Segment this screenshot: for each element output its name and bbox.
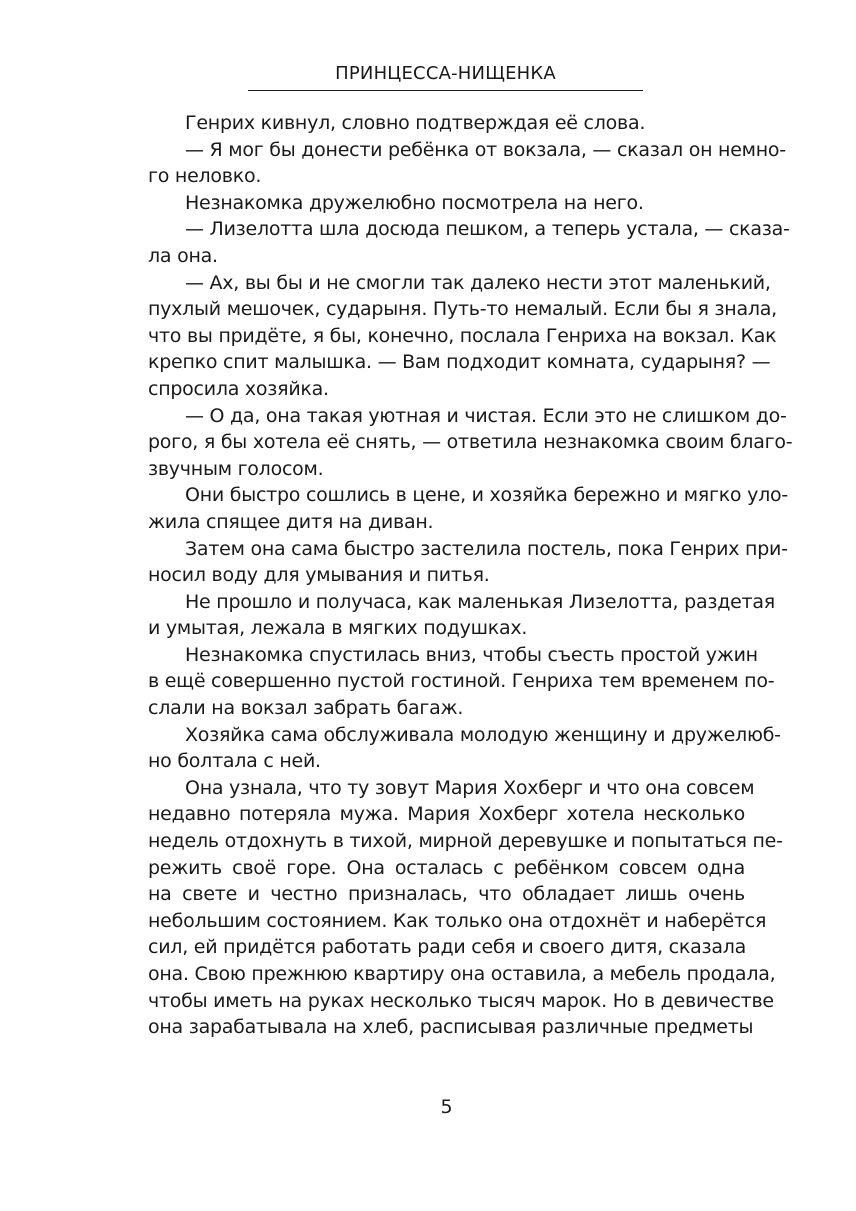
text-line: Незнакомка дружелюбно посмотрела на него. [185, 191, 644, 214]
text-line: Они быстро сошлись в цене, и хозяйка бережно и мягко уло- [185, 484, 788, 507]
text-line: недавно потеряла мужа. Мария Хохберг хотела несколько [148, 803, 745, 826]
text-line: недель отдохнуть в тихой, мирной деревушке и попытаться пе- [148, 830, 783, 853]
text-line: что вы придёте, я бы, конечно, послала Генриха на вокзал. Как [148, 324, 777, 347]
running-title: ПРИНЦЕССА-НИЩЕНКА [335, 63, 556, 84]
text-line: — Лизелотта шла досюда пешком, а теперь устала, — сказа- [185, 218, 790, 241]
text-line: небольшим состоянием. Как только она отдохнёт и наберётся [148, 909, 767, 932]
text-line: пухлый мешочек, сударыня. Путь-то немалый. Если бы я знала, [148, 298, 777, 321]
text-line: Незнакомка спустилась вниз, чтобы съесть простой ужин [185, 643, 758, 666]
text-line: Затем она сама быстро застелила постель, пока Генрих при- [185, 537, 788, 560]
text-line: Не прошло и получаса, как маленькая Лизелотта, раздетая [185, 590, 775, 613]
text-line: рого, я бы хотела её снять, — ответила незнакомка своим благо- [148, 431, 793, 454]
body-text [148, 110, 793, 1041]
text-line: звучным голосом. [148, 457, 324, 480]
text-line: крепко спит малышка. — Вам подходит комната, сударыня? — [148, 351, 771, 374]
text-line: она. Свою прежнюю квартиру она оставила, а мебель продала, [148, 963, 776, 985]
text-line: и умытая, лежала в мягких подушках. [148, 617, 528, 640]
text-line: она зарабатывала на хлеб, расписывая различные предметы [148, 1016, 754, 1039]
text-line: Она узнала, что ту зовут Мария Хохберг и что она совсем [185, 776, 755, 799]
text-line: го неловко. [148, 165, 262, 188]
text-line: носил воду для умывания и питья. [148, 564, 490, 587]
text-line: — О да, она такая уютная и чистая. Если это не слишком до- [185, 404, 787, 427]
text-line: жила спящее дитя на диван. [148, 510, 434, 533]
text-line: на свете и честно призналась, что обладает лишь очень [148, 883, 745, 906]
text-line: — Ах, вы бы и не смогли так далеко нести этот маленький, [185, 271, 771, 294]
header-rule [248, 90, 643, 91]
text-line: сил, ей придётся работать ради себя и своего дитя, сказала [148, 936, 746, 959]
text-line: слали на вокзал забрать багаж. [148, 697, 464, 720]
text-line: в ещё совершенно пустой гостиной. Генриха тем временем по- [148, 670, 775, 693]
text-line: — Я мог бы донести ребёнка от вокзала, — сказал он немно- [185, 138, 786, 161]
text-line: спросила хозяйка. [148, 377, 329, 400]
text-line: но болтала с ней. [148, 750, 321, 773]
text-line: Генрих кивнул, словно подтверждая её слова. [185, 112, 646, 134]
text-line: Хозяйка сама обслуживала молодую женщину и дружелюб- [185, 723, 781, 746]
text-line: режить своё горе. Она осталась с ребёнком совсем одна [148, 856, 745, 879]
text-line: ла она. [148, 244, 218, 267]
text-line: чтобы иметь на руках несколько тысяч марок. Но в девичестве [148, 989, 774, 1012]
page-number: 5 [440, 1096, 453, 1118]
